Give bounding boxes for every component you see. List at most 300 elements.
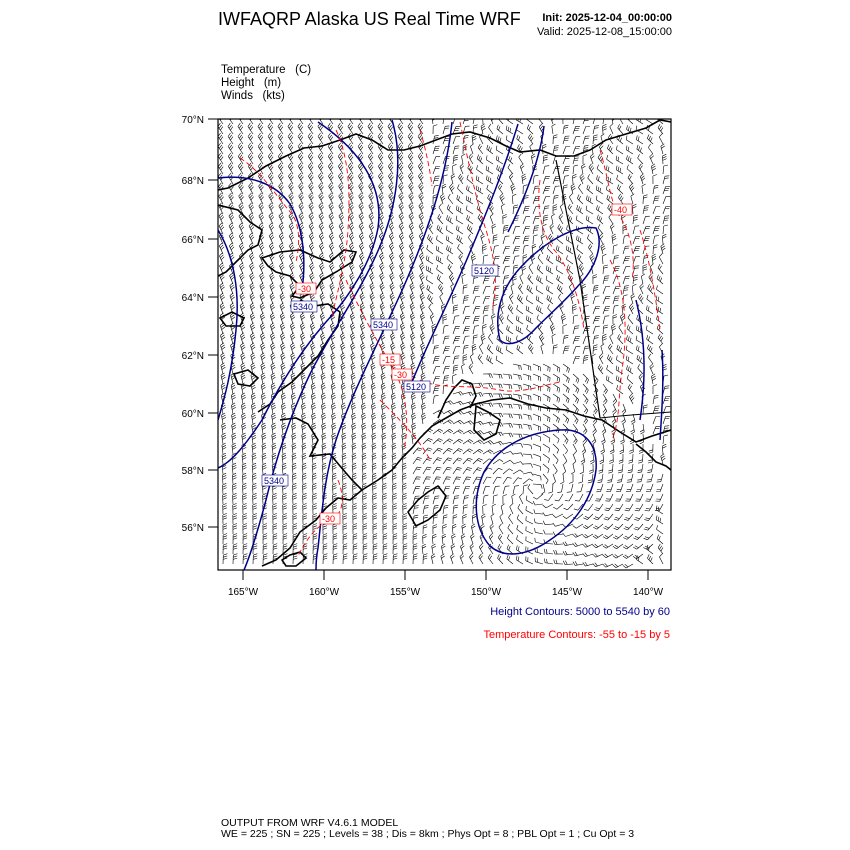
wind-barb — [583, 514, 593, 520]
wind-barb — [606, 484, 613, 492]
valid-time: Valid: 2025-12-08_15:00:00 — [537, 26, 672, 38]
wind-barb — [248, 153, 253, 164]
wind-barb — [398, 123, 403, 134]
wind-barb — [479, 554, 483, 564]
wind-barb — [349, 233, 354, 244]
wind-barb — [453, 458, 462, 464]
wind-barb — [614, 514, 623, 520]
field-height: Height (m) — [221, 77, 282, 89]
wind-barb — [627, 375, 633, 384]
wind-barb — [378, 123, 383, 134]
wind-barb — [443, 448, 453, 454]
wind-barb — [272, 433, 276, 444]
wind-barb — [427, 285, 433, 294]
lon-tick-label: 150°W — [470, 587, 502, 598]
wind-barb — [422, 544, 426, 554]
wind-barb — [408, 133, 413, 144]
wind-barb — [321, 363, 326, 374]
wind-barb — [328, 153, 333, 164]
wind-barb — [493, 404, 503, 408]
wind-barb — [446, 245, 453, 254]
wind-barb — [597, 165, 603, 174]
wind-barb — [329, 233, 334, 244]
wind-barb — [318, 173, 323, 184]
wind-barb — [631, 294, 635, 304]
lon-tick-label: 155°W — [389, 587, 421, 598]
wind-barb — [609, 454, 613, 464]
wind-barb — [242, 463, 246, 474]
wind-barb — [503, 257, 510, 265]
wind-barb — [523, 206, 530, 214]
wind-barb — [493, 286, 500, 294]
wind-barb — [433, 439, 443, 444]
wind-barb — [503, 469, 513, 474]
wind-barb — [573, 561, 583, 565]
wind-barb — [469, 154, 473, 164]
wind-barb — [543, 434, 550, 442]
wind-barb — [232, 443, 236, 454]
wind-barb — [402, 483, 406, 494]
wind-barb — [318, 163, 323, 174]
wind-barb — [221, 373, 226, 384]
wind-barb — [288, 163, 293, 174]
lat-tick-label: 60°N — [181, 409, 204, 420]
wind-barb — [443, 420, 453, 424]
wind-barb — [619, 324, 623, 334]
wind-barb — [659, 134, 663, 144]
wind-barb — [292, 483, 296, 494]
wind-barb — [252, 473, 256, 484]
wind-barb — [533, 394, 540, 401]
wind-barb — [372, 423, 376, 434]
wind-barb — [533, 384, 540, 391]
wind-barb — [492, 224, 496, 234]
wind-barb — [233, 544, 237, 554]
wind-barb — [513, 256, 519, 264]
wind-barb — [578, 474, 583, 483]
wind-barb — [383, 503, 387, 514]
wind-barb — [639, 374, 643, 384]
wind-barb — [573, 524, 583, 528]
wind-barb — [526, 316, 533, 324]
wind-barb — [261, 373, 266, 384]
wind-barb — [469, 554, 473, 564]
wind-barb — [272, 413, 276, 424]
wind-barb — [583, 553, 593, 557]
wind-barb — [220, 333, 225, 344]
wind-barb — [463, 296, 469, 305]
wind-barb — [232, 473, 236, 484]
temperature-contour-labels — [296, 204, 632, 524]
wind-barb — [359, 203, 364, 214]
wind-barb — [321, 353, 326, 364]
wind-barb — [554, 560, 563, 564]
wind-barb — [273, 513, 277, 524]
wind-barb — [617, 345, 623, 354]
wind-barb — [605, 504, 614, 511]
wind-barb — [348, 163, 353, 174]
wind-barb — [280, 293, 285, 304]
wind-barb — [278, 173, 283, 184]
wind-barb — [443, 126, 449, 134]
wind-barb — [322, 443, 326, 454]
wind-barb — [541, 234, 545, 244]
wind-barb — [629, 184, 634, 194]
wind-barb — [308, 153, 313, 164]
wind-barb — [663, 396, 670, 404]
wind-barb — [460, 164, 464, 174]
wind-barb — [531, 154, 535, 164]
wind-barb — [653, 207, 660, 215]
wind-barb — [588, 244, 593, 254]
wind-barb — [341, 353, 346, 364]
wind-barb — [493, 495, 498, 504]
wind-barb — [612, 414, 616, 424]
wind-barb — [596, 205, 603, 214]
wind-barb — [573, 146, 580, 154]
wind-barb — [260, 283, 265, 294]
wind-barb — [473, 335, 478, 344]
wind-barb — [536, 305, 543, 314]
wind-barb — [298, 123, 303, 134]
wind-barb — [573, 444, 577, 454]
wind-barb — [442, 534, 446, 544]
wind-barb — [272, 443, 276, 454]
wind-barb — [340, 283, 345, 294]
wind-barb — [390, 333, 395, 344]
wind-barb — [289, 253, 294, 264]
wind-barb — [655, 494, 663, 501]
wind-barb — [373, 544, 377, 554]
wind-barb — [663, 206, 670, 214]
wind-barb — [583, 136, 590, 144]
wind-barb — [383, 544, 387, 554]
wind-barb — [443, 366, 450, 374]
wind-barb — [319, 223, 324, 234]
wind-barb — [606, 376, 613, 384]
wind-barb — [473, 297, 480, 305]
wind-barb — [483, 403, 493, 407]
wind-barb — [420, 293, 425, 304]
wind-barb — [568, 204, 573, 214]
wind-barb — [446, 226, 453, 234]
wind-barb — [663, 416, 670, 424]
wind-barb — [353, 503, 357, 514]
wind-barb — [341, 393, 346, 404]
wind-barb — [546, 266, 553, 275]
wind-barb — [362, 413, 366, 424]
wind-barb — [628, 384, 633, 394]
wind-barb — [546, 276, 553, 284]
wind-barb — [628, 464, 633, 473]
wind-barb — [400, 313, 405, 324]
wind-barb — [398, 173, 403, 184]
wind-barb — [487, 185, 493, 194]
wind-barb — [469, 364, 473, 374]
wind-barb — [643, 227, 650, 235]
wind-barb — [279, 213, 284, 224]
wind-barb — [218, 163, 223, 174]
wind-barb — [252, 413, 256, 424]
wind-barb — [331, 403, 336, 414]
wind-barb — [280, 333, 285, 344]
wind-barb — [342, 473, 346, 484]
wind-barb — [331, 383, 336, 394]
wind-barb — [291, 343, 296, 354]
wind-barb — [453, 449, 463, 455]
wind-barb — [638, 154, 643, 164]
wind-barb — [270, 313, 275, 324]
wind-barb — [643, 265, 647, 275]
wind-barb — [290, 313, 295, 324]
wind-barb — [241, 393, 246, 404]
wind-barb — [463, 440, 473, 445]
wind-barb — [343, 503, 347, 514]
wind-barb — [491, 314, 495, 324]
wind-barb — [633, 236, 640, 244]
wind-barb — [281, 393, 286, 404]
wind-barb — [273, 534, 277, 545]
wind-barb — [433, 167, 440, 175]
wind-barb — [293, 524, 297, 535]
wind-barb — [392, 413, 396, 424]
wind-barb — [506, 126, 513, 134]
wind-barb — [241, 403, 246, 414]
wind-barb — [423, 505, 429, 514]
height-legend: Height Contours: 5000 to 5540 by 60 — [490, 606, 670, 618]
wind-barb — [573, 116, 579, 124]
wind-barb — [219, 203, 224, 214]
wind-barb — [523, 424, 531, 430]
wind-barb — [583, 346, 590, 354]
wind-barb — [541, 344, 544, 354]
wind-barb — [533, 484, 542, 489]
wind-barb — [503, 384, 512, 389]
wind-barb — [399, 253, 404, 264]
wind-barb — [623, 235, 628, 244]
wind-barb — [503, 477, 512, 484]
wind-barb — [513, 246, 520, 254]
wind-barb — [543, 394, 550, 402]
wind-barb — [291, 393, 296, 404]
wind-barb — [503, 276, 509, 284]
wind-barb — [466, 196, 473, 204]
wind-barb — [493, 235, 497, 244]
wind-barb — [647, 545, 653, 554]
wind-barb — [342, 443, 346, 454]
wind-barb — [463, 336, 470, 344]
wind-barb — [498, 534, 503, 544]
wind-barb — [330, 283, 335, 294]
wind-barb — [433, 525, 437, 535]
wind-barb — [261, 343, 266, 354]
wind-barb — [268, 173, 273, 184]
wind-barb — [313, 503, 317, 514]
wind-barb — [523, 374, 531, 381]
wind-barb — [552, 334, 556, 344]
wind-barb — [292, 463, 296, 474]
wind-barb — [600, 454, 604, 464]
wind-barb — [338, 173, 343, 184]
wind-barb — [278, 133, 283, 144]
wind-barb — [653, 395, 659, 404]
wind-barb — [616, 145, 623, 154]
wind-barb — [338, 163, 343, 174]
wind-barb — [598, 474, 604, 483]
wind-barb — [363, 503, 367, 514]
wind-barb — [342, 433, 346, 444]
wind-barb — [510, 504, 513, 514]
wind-barb — [223, 493, 227, 504]
temperature-label: -30 — [298, 284, 312, 294]
wind-barb — [457, 184, 463, 194]
wind-barb — [453, 326, 460, 334]
wind-barb — [463, 458, 472, 464]
wind-barb — [563, 346, 570, 354]
wind-barb — [328, 143, 333, 154]
wind-barb — [593, 285, 598, 294]
wind-barb — [372, 463, 376, 474]
wind-barb — [293, 554, 297, 564]
wind-barb — [617, 474, 623, 482]
wind-barb — [409, 243, 414, 254]
wind-barb — [373, 534, 377, 545]
wind-barb — [309, 183, 314, 194]
wind-barb — [490, 524, 494, 534]
wind-barb — [380, 273, 385, 284]
wind-barb — [573, 384, 579, 393]
wind-barb — [523, 472, 533, 476]
wind-barb — [533, 175, 538, 184]
wind-barb — [453, 305, 458, 314]
wind-barb — [513, 444, 523, 448]
wind-barb — [601, 244, 606, 254]
wind-barb — [503, 486, 509, 494]
wind-barb — [493, 305, 497, 315]
wind-barb — [349, 193, 354, 204]
wind-barb — [453, 316, 459, 324]
wind-barb — [453, 146, 459, 154]
wind-barb — [513, 226, 520, 234]
wind-barb — [282, 463, 286, 474]
wind-barb — [543, 454, 550, 463]
wind-barb — [593, 296, 600, 304]
wind-barb — [320, 283, 325, 294]
wind-barb — [329, 203, 334, 214]
wind-barb — [270, 283, 275, 294]
wind-barb — [543, 215, 548, 224]
wind-barb — [310, 273, 315, 284]
wind-barb — [289, 213, 294, 224]
wind-barb — [399, 203, 404, 214]
wind-barb — [403, 554, 407, 564]
wind-barb — [553, 434, 559, 443]
wind-barb — [263, 534, 267, 545]
wind-barb — [507, 315, 513, 324]
wind-barb — [663, 375, 668, 384]
wind-barb — [413, 467, 421, 474]
wind-barb — [463, 392, 473, 396]
wind-barb — [363, 554, 367, 564]
wind-barb — [659, 254, 663, 264]
wind-barb — [371, 393, 376, 404]
wind-barb — [582, 284, 586, 294]
wind-barb — [230, 323, 235, 334]
wind-barb — [453, 337, 460, 345]
wind-barb — [463, 496, 469, 505]
wind-barb — [228, 153, 233, 164]
wind-barb — [308, 163, 313, 174]
wind-barb — [391, 393, 396, 404]
wind-barb — [278, 123, 283, 134]
wind-barb — [232, 433, 236, 444]
wind-barb — [526, 526, 533, 534]
wind-barb — [526, 556, 533, 564]
wind-barb — [280, 263, 285, 274]
wind-barb — [443, 410, 453, 414]
wind-barb — [343, 534, 347, 545]
wind-barb — [553, 374, 560, 382]
wind-barb — [311, 383, 316, 394]
wind-barb — [553, 523, 563, 526]
wind-barb — [463, 327, 470, 335]
wind-barb — [496, 156, 503, 164]
wind-barb — [526, 496, 533, 504]
wind-barb — [624, 514, 633, 520]
wind-barb — [399, 193, 404, 204]
wind-barb — [258, 153, 263, 164]
wind-barb — [362, 423, 366, 434]
wind-barb — [279, 253, 284, 264]
wind-barb — [476, 176, 483, 184]
wind-barb — [593, 126, 599, 134]
wind-barb — [451, 544, 455, 554]
wind-barb — [280, 323, 285, 334]
wind-barb — [603, 404, 607, 414]
wind-barb — [628, 174, 633, 184]
wind-barb — [471, 534, 475, 544]
wind-barb — [663, 165, 668, 174]
wind-barb — [441, 554, 445, 564]
wind-barb — [483, 384, 493, 388]
wind-barb — [413, 506, 419, 515]
wind-barb — [626, 484, 633, 492]
wind-barb — [498, 554, 504, 564]
wind-barb — [607, 474, 613, 483]
wind-barb — [423, 554, 427, 564]
wind-barb — [629, 394, 634, 404]
wind-barb — [613, 534, 623, 539]
wind-barb — [653, 236, 659, 245]
wind-barb — [261, 383, 266, 394]
wind-barb — [379, 183, 384, 194]
wind-barb — [380, 263, 385, 274]
wind-barb — [292, 433, 296, 444]
wind-barb — [392, 483, 396, 494]
wind-barb — [382, 453, 386, 464]
wind-barb — [260, 303, 265, 314]
wind-barb — [228, 143, 233, 154]
wind-barb — [252, 463, 256, 474]
wind-barb — [362, 463, 366, 474]
wind-barb — [483, 504, 487, 514]
height-contour — [660, 350, 663, 440]
wind-barb — [273, 493, 277, 504]
wind-barb — [606, 166, 613, 175]
wind-barb — [616, 355, 623, 364]
wind-barb — [640, 174, 645, 184]
wind-barb — [547, 295, 553, 304]
